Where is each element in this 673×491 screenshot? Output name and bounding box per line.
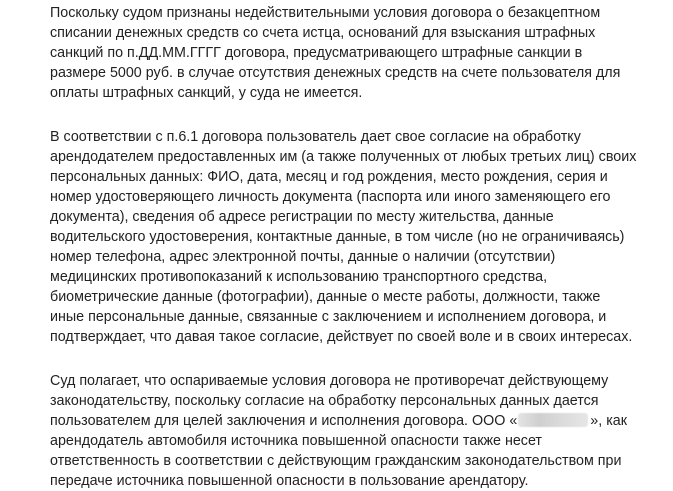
text-line-end: », как <box>590 413 627 429</box>
text-line: списании денежных средств со счета истца, оснований для взыскания штрафных <box>50 25 596 41</box>
document-body <box>50 3 673 491</box>
text-line: биометрические данные (фотографии), данные о месте работы, должности, также <box>50 289 601 305</box>
paragraph-spacer <box>50 103 673 127</box>
redacted-company-name <box>518 413 588 427</box>
text-line: законодательству, поскольку согласие на обработку персональных данных дается <box>50 393 599 409</box>
text-line: водительского удостоверения, контактные данные, в том числе (но не ограничиваясь) <box>50 229 625 245</box>
text-line: Поскольку судом признаны недействительными условия договора о безакцептном <box>50 5 601 21</box>
text-line-with-redaction <box>50 411 673 431</box>
paragraph-court-conclusion <box>50 371 673 491</box>
paragraph-penalty-sanctions <box>50 3 673 103</box>
text-line: передаче источника повышенной опасности в пользование арендатору. <box>50 473 529 489</box>
paragraph-spacer <box>50 347 673 371</box>
text-line: В соответствии с п.6.1 договора пользователь дает свое согласие на обработку <box>50 129 581 145</box>
text-line: арендодателем предоставленных им (а также полученных от любых третьих лиц) своих <box>50 149 637 165</box>
text-line: номер телефона, адрес электронной почты, данные о наличии (отсутствии) <box>50 249 556 265</box>
text-line: подтверждает, что давая такое согласие, действует по своей воле и в своих интересах. <box>50 329 633 345</box>
text-line: персональных данных: ФИО, дата, месяц и год рождения, место рождения, серия и <box>50 169 608 185</box>
text-line: документа), сведения об адресе регистрации по месту жительства, данные <box>50 209 554 225</box>
text-line: медицинских противопоказаний к использованию транспортного средства, <box>50 269 548 285</box>
text-line: арендодатель автомобиля источника повышенной опасности также несет <box>50 433 542 449</box>
text-line: номер удостоверяющего личность документа (паспорта или иного заменяющего его <box>50 189 611 205</box>
text-line: Суд полагает, что оспариваемые условия договора не противоречат действующему <box>50 373 609 389</box>
text-line: иные персональные данные, связанные с заключением и исполнением договора, и <box>50 309 607 325</box>
text-line: оплаты штрафных санкций, у суда не имеется. <box>50 85 363 101</box>
text-line-start: пользователем для целей заключения и исполнения договора. ООО « <box>50 413 518 429</box>
text-line: санкций по п.ДД.ММ.ГГГГ договора, предусматривающего штрафные санкции в <box>50 45 583 61</box>
text-line: ответственность в соответствии с действующим гражданским законодательством при <box>50 453 622 469</box>
paragraph-personal-data-consent <box>50 127 673 347</box>
text-line: размере 5000 руб. в случае отсутствия денежных средств на счете пользователя для <box>50 65 621 81</box>
